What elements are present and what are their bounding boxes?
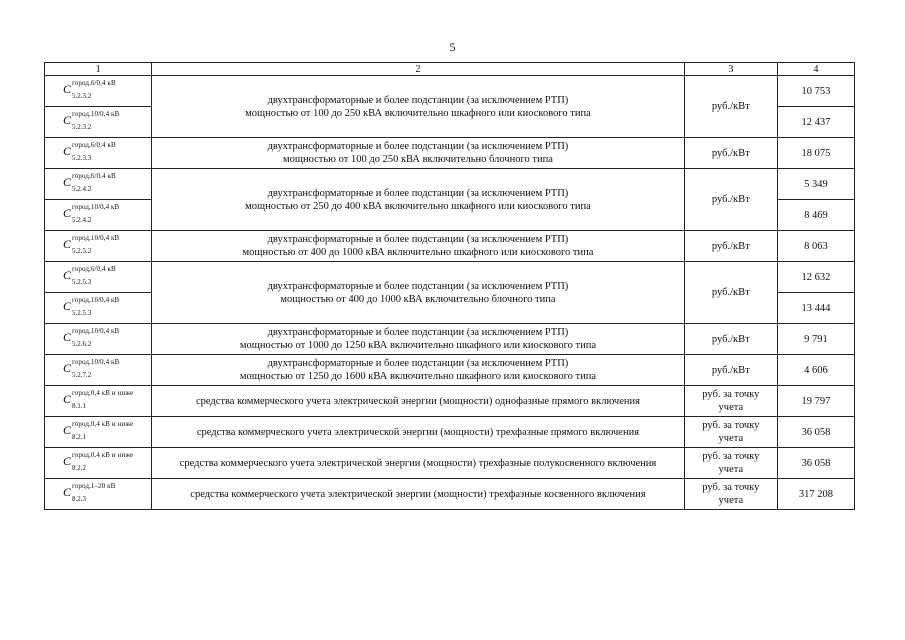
unit: руб./кВт <box>684 231 777 262</box>
price-value: 317 208 <box>777 479 854 510</box>
description: двухтрансформаторные и более подстанции (за исключением РТП) мощностью от 1250 до 1600 кВА включительно шкафного или киоскового типа <box>152 355 685 386</box>
header-col-2: 2 <box>152 63 685 76</box>
unit: руб./кВт <box>684 138 777 169</box>
unit: руб./кВт <box>684 76 777 138</box>
rate-code: C город,0,4 кВ и ниже 8.2.1 <box>45 417 152 448</box>
unit: руб. за точку учета <box>684 386 777 417</box>
unit: руб./кВт <box>684 262 777 324</box>
price-value: 5 349 <box>777 169 854 200</box>
rate-code: C город,6/0,4 кВ 5.2.5.3 <box>45 262 152 293</box>
unit: руб. за точку учета <box>684 417 777 448</box>
table-row <box>45 324 855 355</box>
rate-code: C город,1–20 кВ 8.2.3 <box>45 479 152 510</box>
description: двухтрансформаторные и более подстанции (за исключением РТП) мощностью от 100 до 250 кВА включительно шкафного или киоскового типа <box>152 76 685 138</box>
price-value: 8 469 <box>777 200 854 231</box>
price-value: 4 606 <box>777 355 854 386</box>
table-row <box>45 355 855 386</box>
price-value: 12 632 <box>777 262 854 293</box>
description: двухтрансформаторные и более подстанции (за исключением РТП) мощностью от 1000 до 1250 кВА включительно шкафного или киоскового типа <box>152 324 685 355</box>
rate-code: C город,10/0,4 кВ 5.2.5.3 <box>45 293 152 324</box>
table-row <box>45 417 855 448</box>
table-row <box>45 262 855 293</box>
header-col-1: 1 <box>45 63 152 76</box>
header-col-3: 3 <box>684 63 777 76</box>
price-value: 36 058 <box>777 417 854 448</box>
price-value: 8 063 <box>777 231 854 262</box>
description: двухтрансформаторные и более подстанции (за исключением РТП) мощностью от 250 до 400 кВА включительно шкафного или киоскового типа <box>152 169 685 231</box>
description: двухтрансформаторные и более подстанции (за исключением РТП) мощностью от 400 до 1000 кВА включительно шкафного или киоскового типа <box>152 231 685 262</box>
rate-code: C город,10/0,4 кВ 5.2.6.2 <box>45 324 152 355</box>
rate-code: C город,10/0,4 кВ 5.2.7.2 <box>45 355 152 386</box>
description: средства коммерческого учета электрической энергии (мощности) трехфазные прямого включения <box>152 417 685 448</box>
rate-code: C город,0,4 кВ и ниже 8.2.2 <box>45 448 152 479</box>
table-header-row <box>45 63 855 76</box>
header-col-4: 4 <box>777 63 854 76</box>
table-row <box>45 479 855 510</box>
unit: руб. за точку учета <box>684 448 777 479</box>
table-row <box>45 169 855 200</box>
price-value: 13 444 <box>777 293 854 324</box>
rate-code: C город,0,4 кВ и ниже 8.1.1 <box>45 386 152 417</box>
unit: руб./кВт <box>684 355 777 386</box>
unit: руб. за точку учета <box>684 479 777 510</box>
table-row <box>45 76 855 107</box>
description: средства коммерческого учета электрической энергии (мощности) трехфазные косвенного включения <box>152 479 685 510</box>
rate-code: C город,10/0,4 кВ 5.2.5.2 <box>45 231 152 262</box>
rate-code: C город,10/0,4 кВ 5.2.3.2 <box>45 107 152 138</box>
description: средства коммерческого учета электрической энергии (мощности) трехфазные полукосвенного включения <box>152 448 685 479</box>
description: средства коммерческого учета электрической энергии (мощности) однофазные прямого включения <box>152 386 685 417</box>
price-value: 12 437 <box>777 107 854 138</box>
unit: руб./кВт <box>684 324 777 355</box>
price-value: 10 753 <box>777 76 854 107</box>
price-value: 36 058 <box>777 448 854 479</box>
rate-code: C город,6/0,4 кВ 5.2.3.3 <box>45 138 152 169</box>
table-row <box>45 231 855 262</box>
tariff-table <box>44 62 855 510</box>
table-row <box>45 448 855 479</box>
rate-code: C город,10/0,4 кВ 5.2.4.2 <box>45 200 152 231</box>
price-value: 18 075 <box>777 138 854 169</box>
price-value: 19 797 <box>777 386 854 417</box>
table-row <box>45 138 855 169</box>
unit: руб./кВт <box>684 169 777 231</box>
rate-code: C город,6/0,4 кВ 5.2.4.2 <box>45 169 152 200</box>
price-value: 9 791 <box>777 324 854 355</box>
rate-code: C город,6/0,4 кВ 5.2.3.2 <box>45 76 152 107</box>
page-number: 5 <box>449 40 456 54</box>
description: двухтрансформаторные и более подстанции (за исключением РТП) мощностью от 100 до 250 кВА включительно блочного типа <box>152 138 685 169</box>
table-row <box>45 386 855 417</box>
description: двухтрансформаторные и более подстанции (за исключением РТП) мощностью от 400 до 1000 кВА включительно блочного типа <box>152 262 685 324</box>
